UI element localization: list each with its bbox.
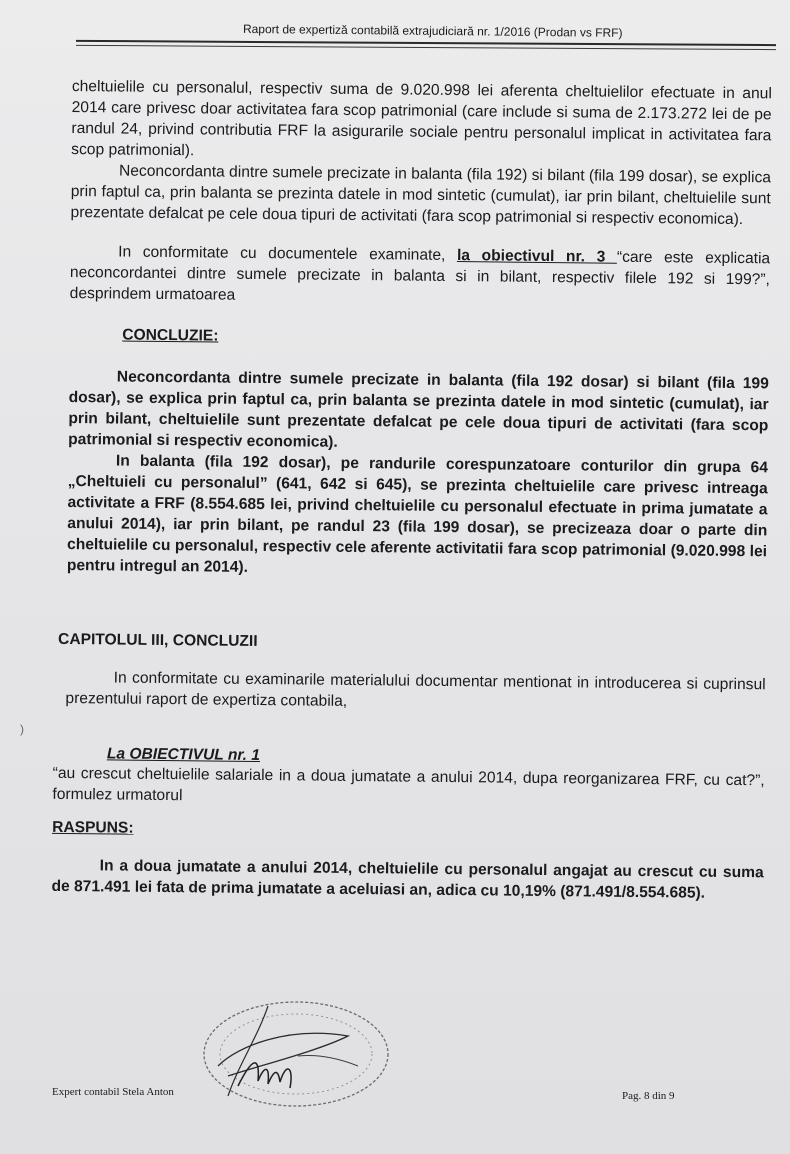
chapter-heading: CAPITOLUL III, CONCLUZII [58,630,258,650]
paragraph-personnel-expenses: cheltuielile cu personalul, respectiv suma de 9.020.998 lei aferenta cheltuielilor efectuate in anul 2014 care privesc doar activitatea fara scop patrimonial (care include si suma de 2.173.272 lei de pe randul 24, privind contributia FRF la asigurarile sociale pentru personalul implicat in activitatea fara scop patrimonial). [71,77,772,160]
margin-mark: ) [20,722,24,736]
footer-expert-name: Expert contabil Stela Anton [52,1086,174,1098]
answer-paragraph: In a doua jumatate a anului 2014, cheltuielile cu personalul angajat au crescut cu suma de 871.491 lei fata de prima jumatate a aceluiasi an, adica cu 10,19% (871.491/8.554.685). [51,857,764,902]
objective-1-question: “au crescut cheltuielile salariale in a doua jumatate a anului 2014, dupa reorganizarea FRF, cu cat?”, formulez urmatorul [52,764,765,805]
objective-3-reference: la obiectivul nr. 3 [456,247,618,266]
paragraph-discrepancy-explanation: Neconcordanta dintre sumele precizate in balanta (fila 192) si bilant (fila 199 dosar), se explica prin faptul ca, prin balanta se prezinta datele in mod sintetic (cumulat), iar prin bilant, cheltuielile sunt prezentate defalcat pe cele doua tipuri de activitati (fara scop patrimonial si respectiv economica). [70,162,772,229]
conclusion-paragraph-1: Neconcordanta dintre sumele precizate in balanta (fila 192 dosar) si bilant (fila 199 dosar), se explica prin faptul ca, prin balanta se prezinta datele in mod sintetic (cumulat), iar prin bilant, cheltuielile sunt prezentate defalcat pe cele doua tipuri de activitati (fara scop patrimonial si respectiv economica). [68,368,769,451]
answer-heading: RASPUNS: [52,818,134,837]
conclusion-heading: CONCLUZIE: [122,326,219,345]
conclusion-paragraph-2: In balanta (fila 192 dosar), pe randurile corespunzatoare conturilor din grupa 64 „Cheltuieli cu personalul” (641, 642 si 645), se prezinta cheltuielile care privesc intreaga activitate a FRF (8.554.685 lei, privind cheltuielile cu personalul efectuate in prima jumatate a anului 2014), iar prin bilant, pe randul 23 (fila 199 dosar), se precizeaza doar o parte din cheltuielile cu personalul, respectiv cele aferente activitatii fara scop patrimonial (9.020.998 lei pentru intregul an 2014). [66,452,769,576]
signature-stamp [198,996,394,1116]
objective-1-heading: La OBIECTIVUL nr. 1 [106,745,261,765]
paragraph-objective-3 [70,241,771,311]
objective-3-question: “care este explicatia neconcordantei dintre sumele precizate in balanta si in bilant, respectiv filele 192 si 199?”, desprindem urmatoarea [69,248,771,304]
header-rule-thin [76,45,776,50]
chapter-intro: In conformitate cu examinarile materialului documentar mentionat in introducerea si cuprinsul prezentului raport de expertiza contabila, [65,669,766,710]
footer-page-number: Pag. 8 din 9 [622,1090,675,1102]
page-header-title: Raport de expertiză contabilă extrajudiciară nr. 1/2016 (Prodan vs FRF) [242,21,623,40]
document-body [51,76,772,904]
objective-3-intro: In conformitate cu documentele examinate, [118,243,458,265]
